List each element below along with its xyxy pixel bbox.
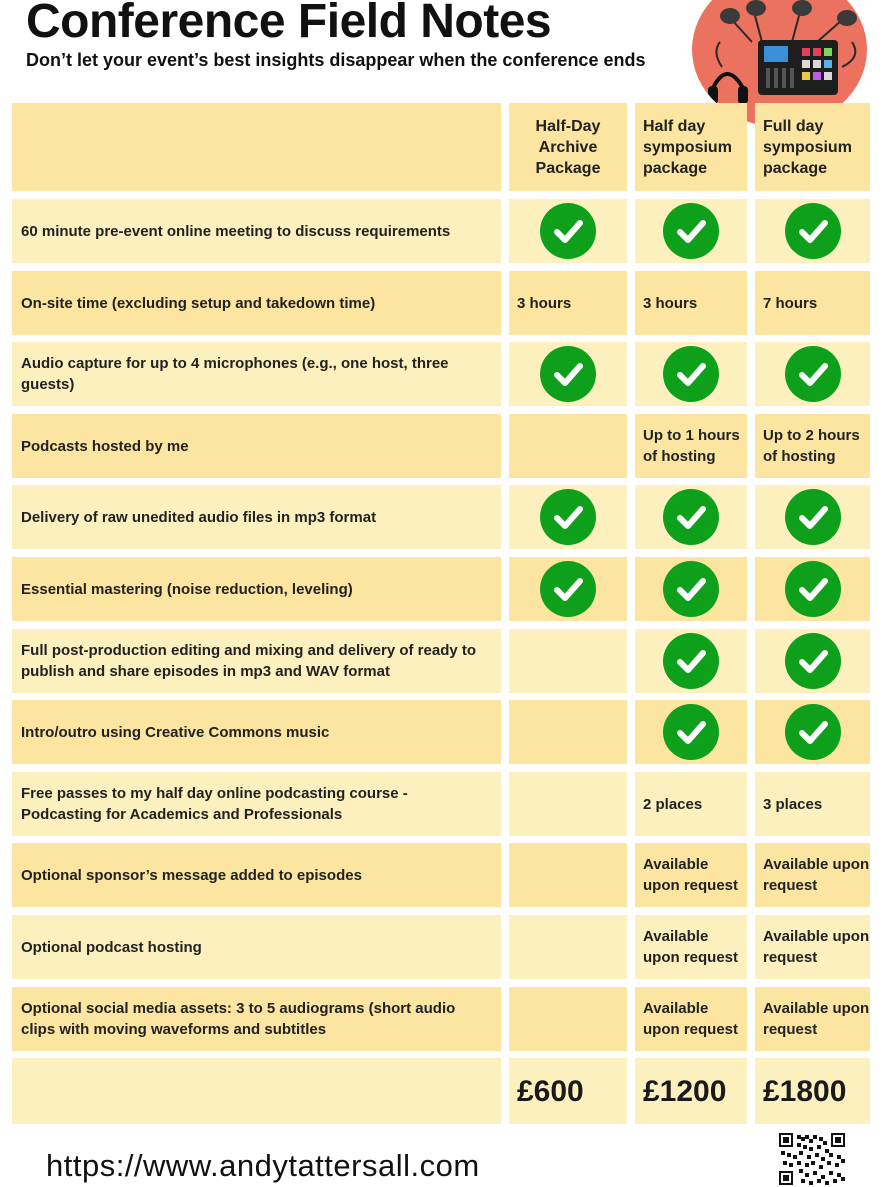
cell-half-day-symposium: 2 places [635, 772, 747, 836]
feature-label: Intro/outro using Creative Commons music [12, 700, 501, 764]
header-full-day-symposium: Full day symposium package [755, 103, 870, 191]
cell-full-day-symposium [755, 485, 870, 549]
cell-half-day-symposium [635, 342, 747, 406]
cell-full-day-symposium: Available upon request [755, 987, 870, 1051]
cell-half-day-symposium [635, 199, 747, 263]
cell-half-day-archive [509, 987, 627, 1051]
cell-half-day-archive [509, 414, 627, 478]
cell-half-day-symposium: Up to 1 hours of hosting [635, 414, 747, 478]
cell-full-day-symposium: Available upon request [755, 915, 870, 979]
table-row [12, 915, 870, 979]
table-row [12, 629, 870, 693]
cell-half-day-archive [509, 700, 627, 764]
green-check-icon [785, 561, 841, 617]
green-check-icon [785, 203, 841, 259]
cell-half-day-archive [509, 485, 627, 549]
qr-code-icon [779, 1133, 845, 1185]
cell-half-day-symposium: Available upon request [635, 843, 747, 907]
cell-full-day-symposium: 7 hours [755, 271, 870, 335]
green-check-icon [540, 489, 596, 545]
green-check-icon [785, 489, 841, 545]
cell-full-day-symposium [755, 199, 870, 263]
green-check-icon [663, 633, 719, 689]
green-check-icon [663, 561, 719, 617]
cell-half-day-archive: 3 hours [509, 271, 627, 335]
green-check-icon [785, 346, 841, 402]
cell-half-day-symposium: Available upon request [635, 915, 747, 979]
feature-label: Podcasts hosted by me [12, 414, 501, 478]
table-header-row [12, 103, 870, 191]
feature-label: Essential mastering (noise reduction, leveling) [12, 557, 501, 621]
header-blank [12, 103, 501, 191]
price-blank [12, 1058, 501, 1124]
green-check-icon [663, 489, 719, 545]
header-half-day-archive: Half-Day Archive Package [509, 103, 627, 191]
table-row [12, 414, 870, 478]
cell-full-day-symposium: 3 places [755, 772, 870, 836]
page-subtitle: Don’t let your event’s best insights disappear when the conference ends [26, 50, 646, 70]
price-half-day-archive: £600 [509, 1058, 627, 1124]
cell-half-day-symposium: 3 hours [635, 271, 747, 335]
cell-half-day-archive [509, 915, 627, 979]
feature-label: Optional podcast hosting [12, 915, 501, 979]
cell-half-day-archive [509, 199, 627, 263]
table-row [12, 342, 870, 406]
table-row [12, 700, 870, 764]
table-row [12, 199, 870, 263]
price-half-day-symposium: £1200 [635, 1058, 747, 1124]
table-row [12, 271, 870, 335]
feature-label: Free passes to my half day online podcasting course - Podcasting for Academics and Professionals [12, 772, 501, 836]
cell-full-day-symposium: Available upon request [755, 843, 870, 907]
table-row [12, 557, 870, 621]
cell-half-day-symposium [635, 700, 747, 764]
feature-label: Delivery of raw unedited audio files in mp3 format [12, 485, 501, 549]
feature-label: Full post-production editing and mixing and delivery of ready to publish and share episodes in mp3 and WAV format [12, 629, 501, 693]
green-check-icon [540, 346, 596, 402]
table-row [12, 485, 870, 549]
header-half-day-symposium: Half day symposium package [635, 103, 747, 191]
feature-label: 60 minute pre-event online meeting to discuss requirements [12, 199, 501, 263]
cell-half-day-symposium [635, 485, 747, 549]
table-row [12, 843, 870, 907]
cell-half-day-archive [509, 843, 627, 907]
table-row [12, 772, 870, 836]
page-title: Conference Field Notes [26, 0, 552, 48]
green-check-icon [785, 633, 841, 689]
green-check-icon [785, 704, 841, 760]
table-row [12, 987, 870, 1051]
cell-full-day-symposium [755, 342, 870, 406]
cell-half-day-symposium: Available upon request [635, 987, 747, 1051]
website-url[interactable]: https://www.andytattersall.com [46, 1148, 480, 1183]
feature-label: Optional social media assets: 3 to 5 audiograms (short audio clips with moving waveforms and subtitles [12, 987, 501, 1051]
green-check-icon [540, 203, 596, 259]
green-check-icon [663, 704, 719, 760]
cell-half-day-archive [509, 342, 627, 406]
cell-half-day-symposium [635, 557, 747, 621]
cell-half-day-archive [509, 557, 627, 621]
cell-half-day-archive [509, 629, 627, 693]
price-row [12, 1058, 870, 1124]
green-check-icon [663, 346, 719, 402]
feature-label: On-site time (excluding setup and takedown time) [12, 271, 501, 335]
green-check-icon [663, 203, 719, 259]
cell-full-day-symposium [755, 700, 870, 764]
feature-label: Optional sponsor’s message added to episodes [12, 843, 501, 907]
green-check-icon [540, 561, 596, 617]
price-full-day-symposium: £1800 [755, 1058, 870, 1124]
feature-label: Audio capture for up to 4 microphones (e.g., one host, three guests) [12, 342, 501, 406]
cell-half-day-archive [509, 772, 627, 836]
cell-full-day-symposium: Up to 2 hours of hosting [755, 414, 870, 478]
cell-full-day-symposium [755, 629, 870, 693]
cell-half-day-symposium [635, 629, 747, 693]
cell-full-day-symposium [755, 557, 870, 621]
